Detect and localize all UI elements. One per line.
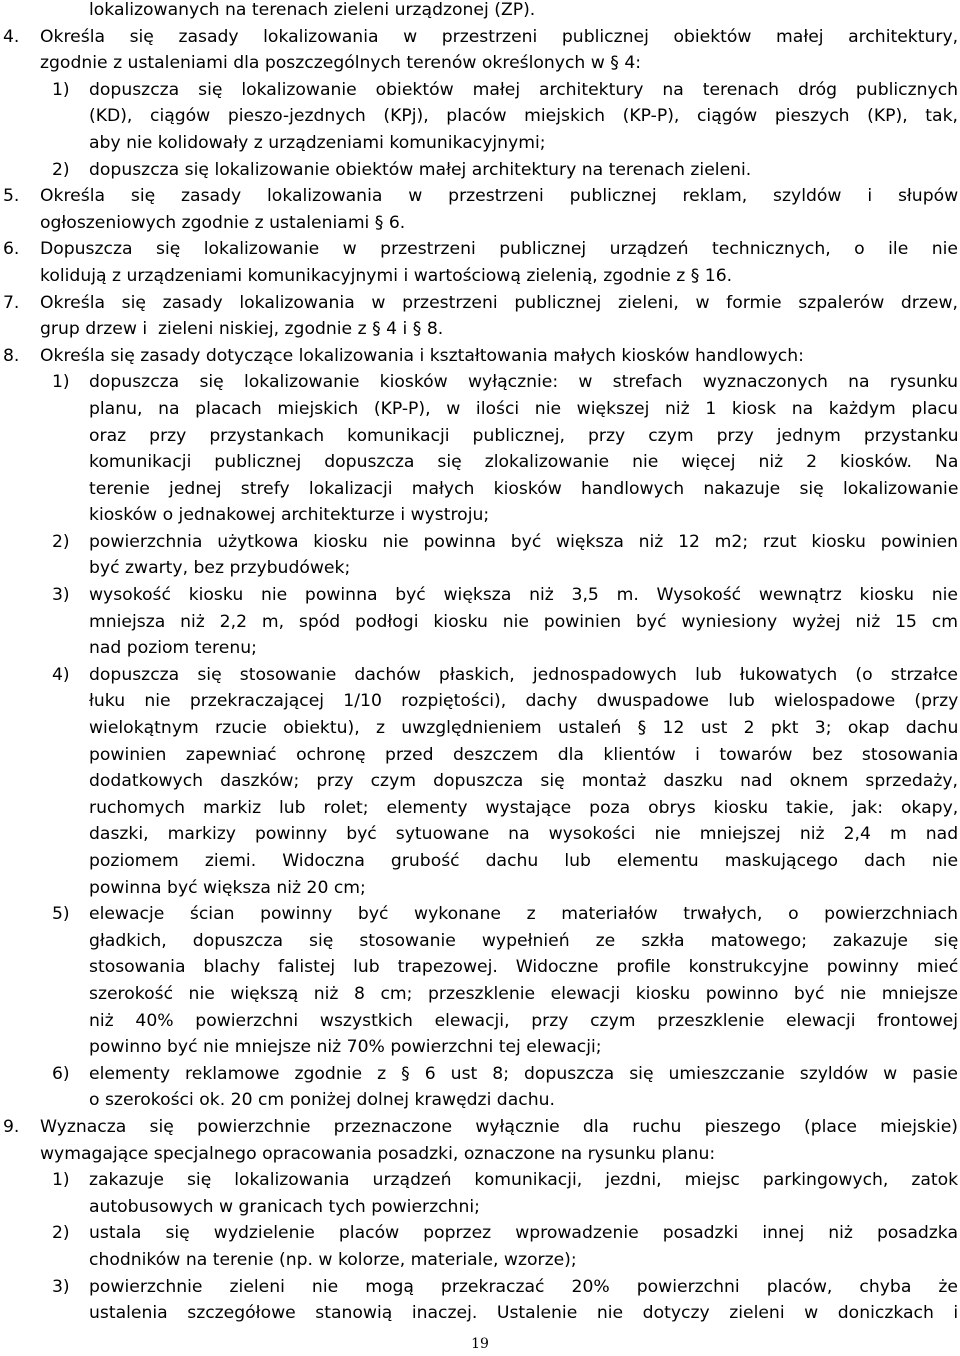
paragraph-line bbox=[0, 316, 958, 343]
list-number: 2) bbox=[52, 1223, 70, 1244]
page-number: 19 bbox=[471, 1336, 489, 1352]
list-number: 1) bbox=[52, 372, 70, 393]
paragraph-line bbox=[0, 954, 958, 981]
line-text: nad poziom terenu; bbox=[89, 638, 257, 659]
paragraph-line bbox=[0, 0, 958, 24]
line-text: elementy reklamowe zgodnie z § 6 ust 8; dopuszcza się umieszczanie szyldów w pasie bbox=[89, 1063, 958, 1084]
line-text: wysokość kiosku nie powinna być większa niż 3,5 m. Wysokość wewnątrz kiosku nie bbox=[89, 585, 958, 606]
line-text: zakazuje się lokalizowania urządzeń komunikacji, jezdni, miejsc parkingowych, zatok bbox=[89, 1170, 959, 1191]
line-text: kolidują z urządzeniami komunikacyjnymi i wartościową zielenią, zgodnie z § 16. bbox=[40, 265, 733, 286]
paragraph-line bbox=[0, 848, 958, 875]
line-text: terenie jednej strefy lokalizacji małych kiosków handlowych nakazuje się lokalizowanie bbox=[89, 478, 959, 499]
numbered-paragraph-line bbox=[0, 1114, 958, 1141]
numbered-paragraph-line bbox=[0, 1167, 958, 1194]
paragraph-line bbox=[0, 1034, 958, 1061]
list-number: 6. bbox=[3, 239, 20, 260]
line-text: kiosków o jednakowej architekturze i wystroju; bbox=[89, 505, 490, 526]
list-number: 5) bbox=[52, 904, 70, 925]
list-number: 8. bbox=[3, 345, 20, 366]
list-number: 4) bbox=[52, 664, 70, 685]
line-text: ogłoszeniowych zgodnie z ustaleniami § 6. bbox=[40, 212, 406, 233]
list-number: 1) bbox=[52, 1170, 70, 1191]
paragraph-line bbox=[0, 130, 958, 157]
line-text: powinna być większa niż 20 cm; bbox=[89, 877, 366, 898]
paragraph-line bbox=[0, 449, 958, 476]
paragraph-line bbox=[0, 1300, 958, 1327]
line-text: oraz przy przystankach komunikacji publicznej, przy czym przy jednym przystanku bbox=[89, 425, 959, 446]
line-text: grup drzew i zieleni niskiej, zgodnie z § 4 i § 8. bbox=[40, 319, 444, 340]
line-text: wymagające specjalnego opracowania posadzki, oznaczone na rysunku planu: bbox=[40, 1143, 716, 1164]
paragraph-line bbox=[0, 263, 958, 290]
line-text: mniejsza niż 2,2 m, spód podłogi kiosku nie powinien być wyniesiony wyżej niż 15 cm bbox=[89, 611, 958, 632]
paragraph-line bbox=[0, 768, 958, 795]
line-text: (KD), ciągów pieszo-jezdnych (KPj), placów miejskich (KP-P), ciągów pieszych (KP), tak, bbox=[89, 106, 958, 127]
list-number: 7. bbox=[3, 292, 20, 313]
paragraph-line bbox=[0, 50, 958, 77]
paragraph-line bbox=[0, 423, 958, 450]
paragraph-line bbox=[0, 609, 958, 636]
line-text: być zwarty, bez przybudówek; bbox=[89, 558, 351, 579]
numbered-paragraph-line bbox=[0, 24, 958, 51]
paragraph-line bbox=[0, 103, 958, 130]
paragraph-line bbox=[0, 1087, 958, 1114]
paragraph-line bbox=[0, 502, 958, 529]
list-number: 5. bbox=[3, 186, 20, 207]
paragraph-line bbox=[0, 928, 958, 955]
numbered-paragraph-line bbox=[0, 582, 958, 609]
numbered-paragraph-line bbox=[0, 290, 958, 317]
numbered-paragraph-line bbox=[0, 369, 958, 396]
line-text: aby nie kolidowały z urządzeniami komunikacyjnymi; bbox=[89, 132, 546, 153]
list-number: 2) bbox=[52, 531, 70, 552]
line-text: łuku nie przekraczającej 1/10 rozpiętości), dachy dwuspadowe lub wielospadowe (przy bbox=[89, 691, 959, 712]
list-number: 3) bbox=[52, 585, 70, 606]
numbered-paragraph-line bbox=[0, 77, 958, 104]
list-number: 2) bbox=[52, 159, 70, 180]
line-text: dopuszcza się lokalizowanie obiektów małej architektury na terenach dróg publicznych bbox=[89, 79, 959, 100]
paragraph-line bbox=[0, 555, 958, 582]
line-text: ustala się wydzielenie placów poprzez wprowadzenie posadzki innej niż posadzka bbox=[89, 1223, 958, 1244]
paragraph-line bbox=[0, 396, 958, 423]
line-text: Określa się zasady dotyczące lokalizowania i kształtowania małych kiosków handlowych: bbox=[40, 345, 804, 366]
line-text: dopuszcza się lokalizowanie kiosków wyłącznie: w strefach wyznaczonych na rysunku bbox=[89, 372, 959, 393]
paragraph-line bbox=[0, 742, 958, 769]
paragraph-line bbox=[0, 795, 958, 822]
paragraph-line bbox=[0, 875, 958, 902]
line-text: lokalizowanych na terenach zieleni urządzonej (ZP). bbox=[89, 0, 536, 20]
line-text: powierzchnia użytkowa kiosku nie powinna być większa niż 12 m2; rzut kiosku powinien bbox=[89, 531, 958, 552]
numbered-paragraph-line bbox=[0, 183, 958, 210]
numbered-paragraph-line bbox=[0, 157, 958, 184]
paragraph-line bbox=[0, 821, 958, 848]
numbered-paragraph-line bbox=[0, 1061, 958, 1088]
line-text: chodników na terenie (np. w kolorze, materiale, wzorze); bbox=[89, 1249, 577, 1270]
line-text: powinien zapewniać ochronę przed deszczem dla klientów i towarów bez stosowania bbox=[89, 744, 959, 765]
line-text: stosowania blachy falistej lub trapezowej. Widoczne profile konstrukcyjne powinny mieć bbox=[89, 957, 959, 978]
numbered-paragraph-line bbox=[0, 236, 958, 263]
numbered-paragraph-line bbox=[0, 1220, 958, 1247]
list-number: 6) bbox=[52, 1063, 70, 1084]
line-text: dopuszcza się lokalizowanie obiektów małej architektury na terenach zieleni. bbox=[89, 159, 752, 180]
line-text: zgodnie z ustaleniami dla poszczególnych terenów określonych w § 4: bbox=[40, 53, 642, 74]
line-text: elewacje ścian powinny być wykonane z materiałów trwałych, o powierzchniach bbox=[89, 904, 958, 925]
line-text: autobusowych w granicach tych powierzchni; bbox=[89, 1196, 480, 1217]
line-text: o szerokości ok. 20 cm poniżej dolnej krawędzi dachu. bbox=[89, 1090, 555, 1111]
line-text: poziomem ziemi. Widoczna grubość dachu lub elementu maskującego dach nie bbox=[89, 851, 959, 871]
line-text: Dopuszcza się lokalizowanie w przestrzeni publicznej urządzeń technicznych, o ile nie bbox=[40, 239, 958, 260]
paragraph-line bbox=[0, 688, 958, 715]
line-text: dopuszcza się stosowanie dachów płaskich, jednospadowych lub łukowatych (o strzałce bbox=[89, 664, 958, 685]
paragraph-line bbox=[0, 210, 958, 237]
paragraph-line bbox=[0, 635, 958, 662]
line-text: powierzchnie zieleni nie mogą przekraczać 20% powierzchni placów, chyba że bbox=[89, 1276, 958, 1297]
list-number: 9. bbox=[3, 1116, 20, 1137]
line-text: Określa się zasady lokalizowania w przestrzeni publicznej zieleni, w formie szpalerów drzew, bbox=[40, 292, 958, 313]
numbered-paragraph-line bbox=[0, 529, 958, 556]
numbered-paragraph-line bbox=[0, 343, 958, 370]
paragraph-line bbox=[0, 715, 958, 742]
line-text: niż 40% powierzchni wszystkich elewacji, przy czym przeszklenie elewacji frontowej bbox=[89, 1010, 958, 1031]
line-text: Określa się zasady lokalizowania w przestrzeni publicznej obiektów małej architektury, bbox=[40, 26, 959, 47]
line-text: gładkich, dopuszcza się stosowanie wypełnień ze szkła matowego; zakazuje się bbox=[89, 930, 959, 951]
paragraph-line bbox=[0, 1247, 958, 1274]
paragraph-line bbox=[0, 1008, 958, 1035]
line-text: ustalenia szczegółowe stanowią inaczej. Ustalenie nie dotyczy zieleni w doniczkach i bbox=[89, 1303, 959, 1324]
paragraph-line bbox=[0, 981, 958, 1008]
line-text: Określa się zasady lokalizowania w przestrzeni publicznej reklam, szyldów i słupów bbox=[40, 186, 959, 207]
paragraph-line bbox=[0, 476, 958, 503]
line-text: szerokość nie większą niż 8 cm; przeszklenie elewacji kiosku powinno być nie mniejsze bbox=[89, 983, 959, 1004]
numbered-paragraph-line bbox=[0, 1274, 958, 1301]
numbered-paragraph-line bbox=[0, 662, 958, 689]
line-text: dodatkowych daszków; przy czym dopuszcza się montaż daszku nad oknem sprzedaży, bbox=[89, 771, 958, 792]
line-text: ruchomych markiz lub rolet; elementy wystające poza obrys kiosku takie, jak: okapy, bbox=[89, 797, 959, 818]
line-text: powinno być nie mniejsze niż 70% powierzchni tej elewacji; bbox=[89, 1037, 602, 1058]
list-number: 1) bbox=[52, 79, 70, 100]
numbered-paragraph-line bbox=[0, 901, 958, 928]
line-text: planu, na placach miejskich (KP-P), w ilości nie większej niż 1 kiosk na każdym placu bbox=[89, 398, 958, 419]
paragraph-line bbox=[0, 1141, 958, 1168]
list-number: 4. bbox=[3, 26, 20, 47]
paragraph-line bbox=[0, 1194, 958, 1221]
line-text: Wyznacza się powierzchnie przeznaczone wyłącznie dla ruchu pieszego (place miejskie) bbox=[40, 1116, 958, 1137]
line-text: wielokątnym rzucie obiektu), z uwzględnieniem ustaleń § 12 ust 2 pkt 3; okap dachu bbox=[89, 718, 959, 739]
line-text: daszki, markizy powinny być sytuowane na wysokości nie mniejszej niż 2,4 m nad bbox=[89, 824, 959, 845]
line-text: komunikacji publicznej dopuszcza się zlokalizowanie nie więcej niż 2 kiosków. Na bbox=[89, 452, 959, 473]
list-number: 3) bbox=[52, 1276, 70, 1297]
